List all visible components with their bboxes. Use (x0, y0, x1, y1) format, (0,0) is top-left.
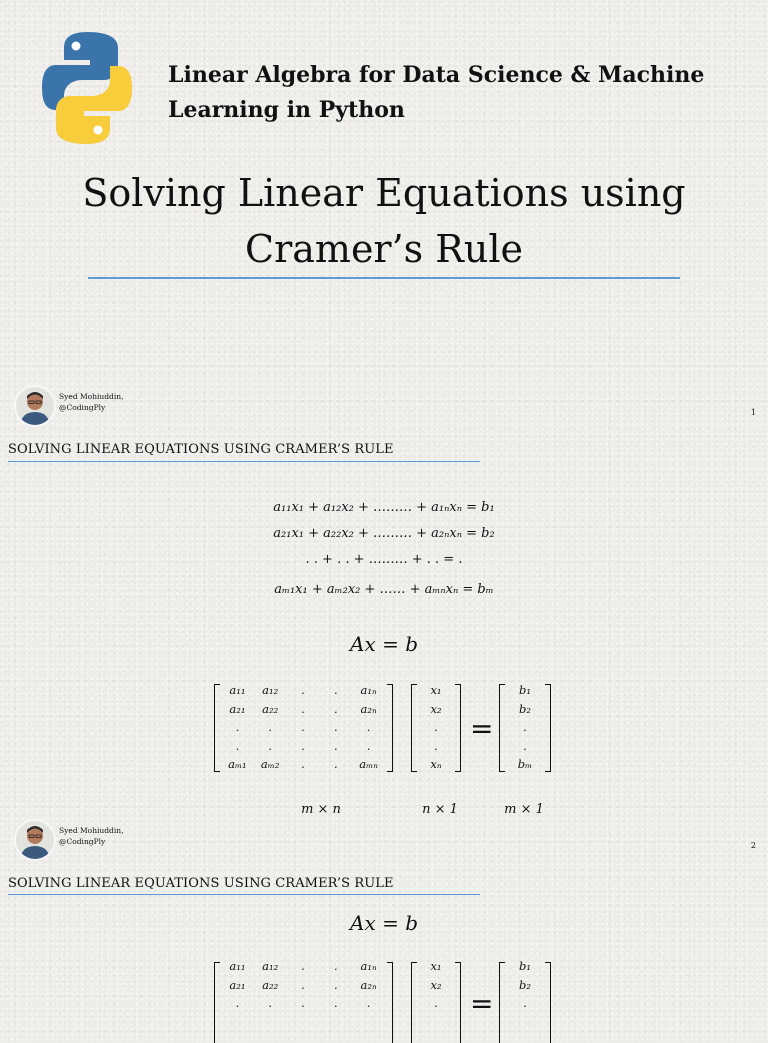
matrix-entry: a₁₁ (229, 959, 246, 973)
matrix-entry: . (301, 683, 305, 697)
vector-entry: . (523, 738, 527, 753)
bracket-right (387, 684, 393, 772)
author-block (14, 819, 214, 861)
matrix-entry: a₁ₙ (360, 959, 377, 973)
matrix-entry: a₁₂ (262, 683, 279, 697)
matrix-entry: a₂₁ (229, 977, 246, 992)
matrix-entry: a₂ₙ (360, 701, 377, 716)
dimension-label: m × n (301, 802, 341, 817)
vector-entry: . (523, 996, 527, 1010)
matrix-entry: . (333, 738, 338, 753)
matrix-entry: . (301, 977, 305, 992)
matrix-equation: Ax = b (350, 911, 418, 935)
matrix-entry: . (333, 757, 338, 771)
title-divider (88, 277, 680, 279)
matrix-entry: . (333, 683, 338, 697)
matrix-entry: . (268, 996, 273, 1010)
dimension-label: m × 1 (504, 802, 544, 817)
author-name: Syed Mohiuddin, (59, 392, 124, 401)
matrix-entry: a₂₂ (262, 977, 279, 992)
course-title: Linear Algebra for Data Science & Machine Learning in Python (168, 62, 705, 123)
vector-entry: x₁ (430, 959, 442, 973)
bracket-right (545, 684, 551, 772)
matrix-entry: . (366, 738, 371, 753)
vector-entry: xₙ (430, 757, 442, 771)
matrix-entry: . (366, 720, 371, 734)
presentation-title: Solving Linear Equations using Cramer’s Rule (82, 171, 686, 271)
equals-sign: = (470, 712, 494, 745)
matrix-entry: . (235, 738, 240, 753)
matrix-entry: . (268, 738, 273, 753)
equals-sign: = (470, 987, 494, 1020)
vector-entry: . (434, 738, 438, 753)
equation-line: aₘ₁x₁ + aₘ₂x₂ + …… + aₘₙxₙ = bₘ (274, 582, 494, 597)
author-avatar-icon (14, 385, 56, 427)
matrix-entry: . (301, 757, 305, 771)
author-handle: @CodingPly (59, 837, 106, 846)
matrix-entry: aₘ₁ (228, 757, 247, 771)
constant-vector (506, 957, 544, 1013)
matrix-entry: . (333, 996, 338, 1010)
vector-entry: b₁ (519, 683, 531, 697)
matrix-entry: . (333, 959, 338, 973)
section-heading: SOLVING LINEAR EQUATIONS USING CRAMER’S RULE (8, 442, 394, 457)
heading-divider (8, 894, 480, 895)
bracket-left (411, 684, 417, 772)
matrix-entry: a₁₂ (262, 959, 279, 973)
heading-divider (8, 461, 480, 462)
vector-entry: x₁ (430, 683, 442, 697)
bracket-right (455, 684, 461, 772)
vector-entry: b₂ (519, 701, 531, 716)
equation-line: . . + . . + ……… + . . = . (305, 552, 463, 567)
matrix-entry: . (301, 959, 305, 973)
constant-vector (506, 681, 544, 774)
matrix-entry: aₘₙ (359, 757, 378, 771)
python-logo-icon (42, 30, 132, 146)
variable-vector (418, 957, 454, 1013)
matrix-entry: . (301, 720, 305, 734)
matrix-entry: a₁₁ (229, 683, 246, 697)
author-name: Syed Mohiuddin, (59, 826, 124, 835)
matrix-entry: a₂₂ (262, 701, 279, 716)
vector-entry: b₁ (519, 959, 531, 973)
bracket-left (214, 684, 220, 772)
author-block (14, 385, 214, 427)
matrix-equation: Ax = b (350, 632, 418, 656)
matrix-entry: a₂ₙ (360, 977, 377, 992)
matrix-entry: . (235, 996, 240, 1010)
matrix-entry: a₁ₙ (360, 683, 377, 697)
page-number: 2 (750, 841, 756, 850)
bracket-left (499, 962, 505, 1043)
bracket-left (214, 962, 220, 1043)
matrix-entry: . (268, 720, 273, 734)
coefficient-matrix (221, 957, 385, 1013)
matrix-entry: . (235, 720, 240, 734)
section-heading: SOLVING LINEAR EQUATIONS USING CRAMER’S RULE (8, 876, 394, 891)
bracket-right (387, 962, 393, 1043)
equation-line: a₂₁x₁ + a₂₂x₂ + ……… + a₂ₙxₙ = b₂ (273, 526, 495, 541)
matrix-entry: . (333, 720, 338, 734)
vector-entry: . (523, 720, 527, 734)
vector-entry: b₂ (519, 977, 531, 992)
matrix-entry: . (301, 701, 305, 716)
vector-entry: x₂ (430, 977, 442, 992)
page-number: 1 (750, 408, 756, 417)
dimension-label: n × 1 (422, 802, 458, 817)
bracket-left (499, 684, 505, 772)
vector-entry: . (434, 996, 438, 1010)
equation-line: a₁₁x₁ + a₁₂x₂ + ……… + a₁ₙxₙ = b₁ (273, 500, 495, 515)
vector-entry: . (434, 720, 438, 734)
bracket-right (455, 962, 461, 1043)
matrix-entry: . (333, 977, 338, 992)
bracket-left (411, 962, 417, 1043)
matrix-entry: . (366, 996, 371, 1010)
matrix-entry: aₘ₂ (260, 757, 280, 771)
variable-vector (418, 681, 454, 774)
bracket-right (545, 962, 551, 1043)
matrix-entry: . (333, 701, 338, 716)
matrix-entry: . (301, 738, 305, 753)
vector-entry: x₂ (430, 701, 442, 716)
author-handle: @CodingPly (59, 403, 106, 412)
vector-entry: bₘ (517, 757, 533, 771)
matrix-entry: . (301, 996, 305, 1010)
author-avatar-icon (14, 819, 56, 861)
coefficient-matrix (221, 681, 385, 774)
matrix-entry: a₂₁ (229, 701, 246, 716)
